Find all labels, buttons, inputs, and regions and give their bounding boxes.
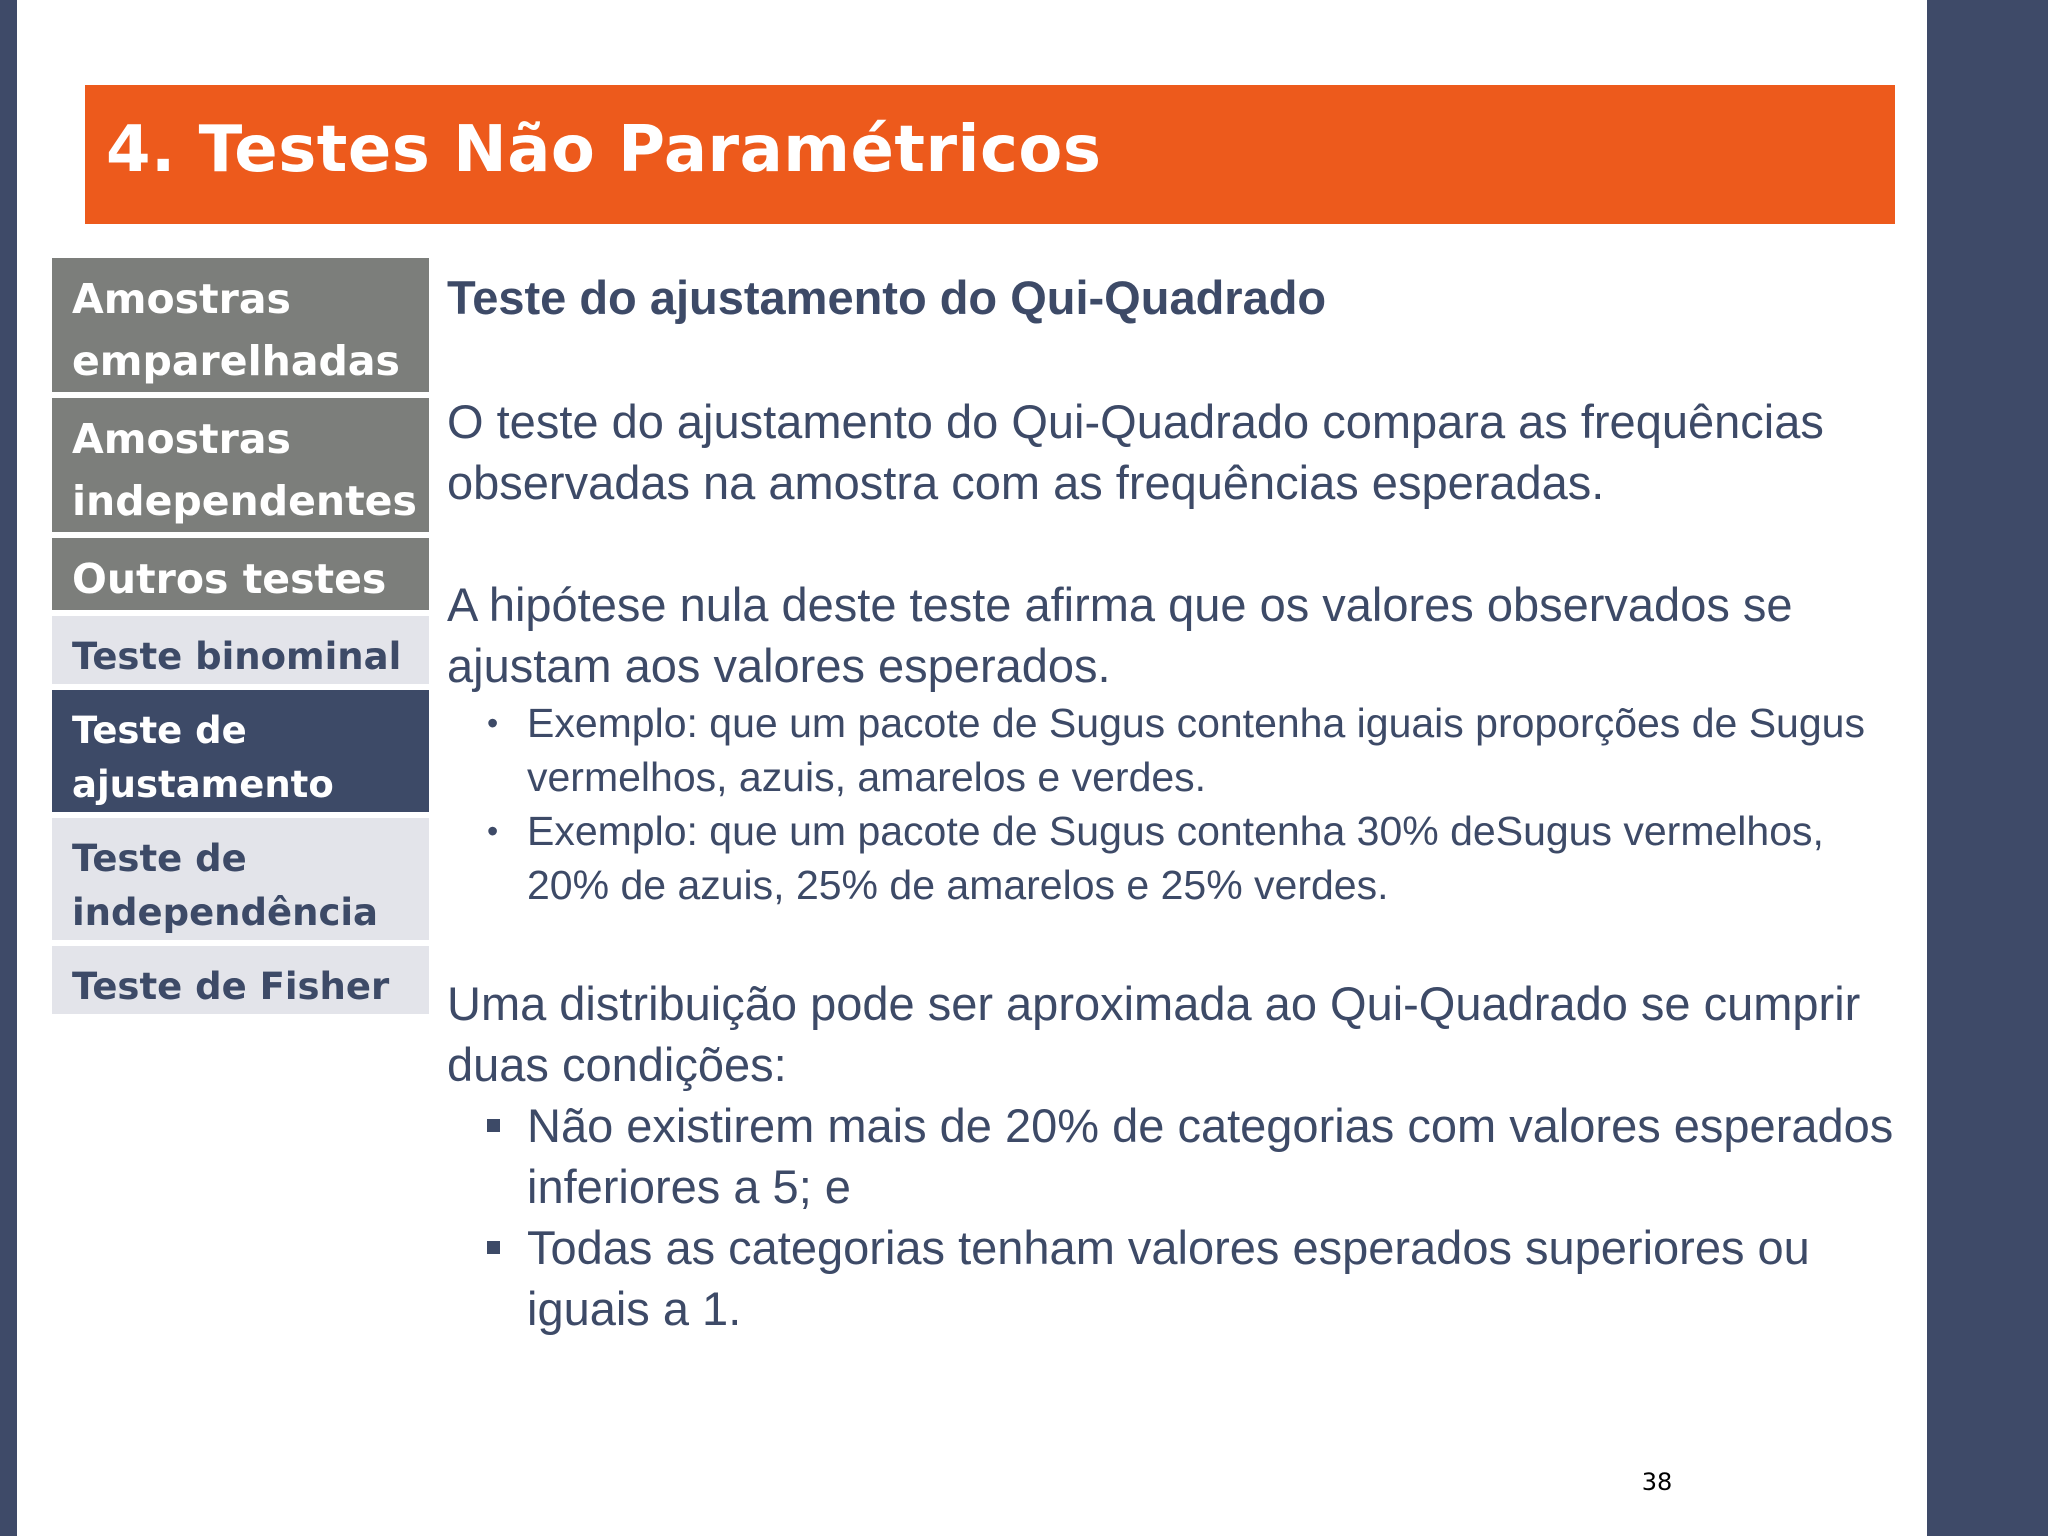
- content-heading: Teste do ajustamento do Qui-Quadrado: [447, 271, 1327, 324]
- sidebar-item-label: independência: [72, 891, 379, 934]
- sidebar-item-teste-de-ajustamento[interactable]: [52, 690, 429, 812]
- sidebar-nav: [52, 258, 429, 1020]
- sidebar-item-label: independentes: [72, 477, 417, 525]
- sidebar-item-label: ajustamento: [72, 763, 334, 806]
- example-text: Exemplo: que um pacote de Sugus contenha iguais proporções de Sugus vermelhos, azuis, amarelos e verdes.: [527, 700, 1865, 800]
- paragraph-description: O teste do ajustamento do Qui-Quadrado compara as frequências observadas na amostra com as frequências esperadas.: [447, 395, 1824, 509]
- spacer: [447, 513, 1897, 574]
- spacer: [447, 912, 1897, 973]
- sidebar-item-label: Teste binominal: [72, 635, 402, 678]
- examples-list: [447, 696, 1897, 912]
- paragraph-conditions-intro: Uma distribuição pode ser aproximada ao Qui-Quadrado se cumprir duas condições:: [447, 977, 1861, 1091]
- conditions-list: [447, 1095, 1897, 1339]
- bullet-icon: •: [487, 813, 499, 849]
- sidebar-item-label: Amostras: [72, 415, 291, 463]
- sidebar-item-label: Outros testes: [72, 555, 387, 603]
- sidebar-item-label: Teste de: [72, 837, 247, 880]
- sidebar-item-amostras-emparelhadas[interactable]: [52, 258, 429, 392]
- sidebar-item-label: Teste de Fisher: [72, 965, 390, 1008]
- list-item: [447, 1217, 1897, 1339]
- title-bar: [85, 85, 1895, 224]
- sidebar-item-teste-de-fisher[interactable]: [52, 946, 429, 1014]
- slide-content: [447, 268, 1897, 1339]
- square-bullet-icon: [487, 1241, 500, 1254]
- page-number: 38: [1641, 1468, 1673, 1496]
- list-item: [447, 696, 1897, 804]
- sidebar-item-label: Teste de: [72, 709, 247, 752]
- example-text: Exemplo: que um pacote de Sugus contenha 30% deSugus vermelhos, 20% de azuis, 25% de amarelos e 25% verdes.: [527, 808, 1824, 908]
- sidebar-item-outros-testes[interactable]: [52, 538, 429, 610]
- slide: [17, 0, 1927, 1536]
- bullet-icon: •: [487, 705, 499, 741]
- slide-title: 4. Testes Não Paramétricos: [106, 113, 1102, 187]
- sidebar-item-label: emparelhadas: [72, 337, 400, 385]
- square-bullet-icon: [487, 1119, 500, 1132]
- sidebar-item-teste-de-independencia[interactable]: [52, 818, 429, 940]
- sidebar-item-label: Amostras: [72, 275, 291, 323]
- condition-text: Não existirem mais de 20% de categorias com valores esperados inferiores a 5; e: [527, 1099, 1894, 1213]
- paragraph-hypothesis: A hipótese nula deste teste afirma que os valores observados se ajustam aos valores esperados.: [447, 578, 1793, 692]
- sidebar-item-amostras-independentes[interactable]: [52, 398, 429, 532]
- sidebar-item-teste-binominal[interactable]: [52, 616, 429, 684]
- list-item: [447, 804, 1897, 912]
- list-item: [447, 1095, 1897, 1217]
- condition-text: Todas as categorias tenham valores esperados superiores ou iguais a 1.: [527, 1221, 1810, 1335]
